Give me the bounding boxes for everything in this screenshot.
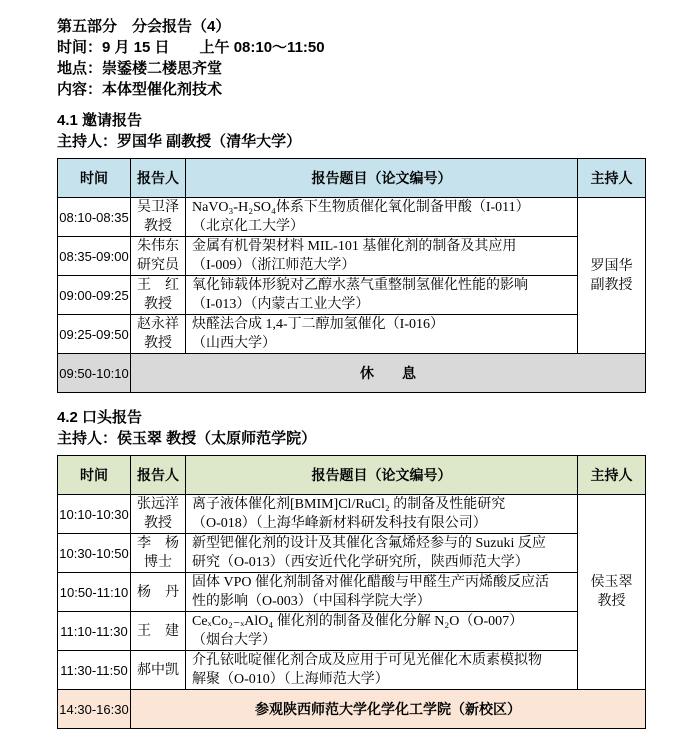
column-header: 报告人 — [131, 159, 186, 198]
table-row — [58, 651, 646, 690]
presenter-cell — [131, 651, 186, 690]
text-line: 金属有机骨架材料 MIL-101 基催化剂的制备及其应用 — [192, 239, 517, 254]
text-line: （山西大学） — [192, 336, 276, 351]
text-line: CeₓCo₂₋ₓAlO₄ 催化剂的制备及催化分解 N₂O（O-007） — [192, 614, 524, 629]
talk-title-cell — [186, 495, 578, 534]
presenter-cell — [131, 276, 186, 315]
visit-cell: 参观陕西师范大学化学化工学院（新校区） — [131, 690, 646, 729]
text-line: 郝中凯 — [137, 662, 179, 678]
session-location-line: 地点：崇鋈楼二楼思齐堂 — [57, 60, 223, 77]
text-line: 王 红 — [137, 278, 179, 293]
session-time-cell: 08:35-09:00 — [58, 237, 131, 276]
session-time-cell: 10:10-10:30 — [58, 495, 131, 534]
presenter-cell — [131, 612, 186, 651]
talk-title-cell — [186, 198, 578, 237]
table-row — [58, 237, 646, 276]
presenter-cell — [131, 495, 186, 534]
text-line: 离子液体催化剂[BMIM]Cl/RuCl₂ 的制备及性能研究 — [192, 497, 506, 512]
column-header: 报告题目（论文编号） — [186, 159, 578, 198]
header-row — [58, 456, 646, 495]
text-line: 固体 VPO 催化剂制备对催化醋酸与甲醛生产丙烯酸反应活 — [192, 575, 550, 590]
text-line: 研究员 — [137, 258, 179, 273]
presenter-cell — [131, 198, 186, 237]
section-oral-talks — [57, 407, 700, 729]
table-row — [58, 612, 646, 651]
table-row — [58, 276, 646, 315]
text-line: 朱伟东 — [137, 239, 179, 254]
presenter-cell — [131, 534, 186, 573]
session-time-line: 时间：9 月 15 日 上午 08:10～11:50 — [57, 39, 325, 56]
document-header — [57, 16, 700, 100]
session-time-cell: 10:30-10:50 — [58, 534, 131, 573]
part-title: 第五部分 分会报告（4） — [57, 18, 231, 35]
oral-talks-table — [57, 455, 646, 729]
header-row — [58, 159, 646, 198]
column-header: 时间 — [58, 456, 131, 495]
text-line: 博士 — [144, 555, 172, 570]
column-header: 主持人 — [578, 456, 646, 495]
column-header: 报告人 — [131, 456, 186, 495]
table-row — [58, 495, 646, 534]
text-line: （I-013）（内蒙古工业大学） — [192, 297, 370, 312]
table-head — [58, 159, 646, 198]
text-line: NaVO₃-H₂SO₄体系下生物质催化氧化制备甲酸（I-011） — [192, 200, 530, 215]
section-chair-line-oral: 主持人：侯玉翠 教授（太原师范学院） — [57, 430, 317, 447]
text-line: 教授 — [144, 336, 172, 351]
talk-title-cell — [186, 573, 578, 612]
table-row — [58, 534, 646, 573]
text-line: （O-018）（上海华峰新材料研发科技有限公司） — [192, 516, 487, 531]
text-line: 杨 丹 — [137, 584, 179, 600]
talk-title-cell — [186, 534, 578, 573]
presenter-cell — [131, 315, 186, 354]
table-row — [58, 690, 646, 729]
text-line: 研究（O-013）（西安近代化学研究所，陕西师范大学） — [192, 555, 529, 570]
text-line: 赵永祥 — [137, 317, 179, 332]
text-line: 新型钯催化剂的设计及其催化含氟烯烃参与的 Suzuki 反应 — [192, 536, 546, 551]
session-time-cell: 11:10-11:30 — [58, 612, 131, 651]
section-invited-talks — [57, 110, 700, 393]
table-row — [58, 354, 646, 393]
session-topic-line: 内容：本体型催化剂技术 — [57, 81, 223, 98]
text-line: （I-009）（浙江师范大学） — [192, 258, 356, 273]
session-time-cell: 10:50-11:10 — [58, 573, 131, 612]
talk-title-cell — [186, 237, 578, 276]
text-line: （北京化工大学） — [192, 219, 304, 234]
text-line: 炔醛法合成 1,4-丁二醇加氢催化（I-016） — [192, 317, 444, 332]
text-line: 王 建 — [137, 623, 179, 639]
text-line: 性的影响（O-003）（中国科学院大学） — [192, 594, 431, 609]
presenter-cell — [131, 573, 186, 612]
text-line: 副教授 — [590, 277, 633, 293]
break-cell: 休 息 — [131, 354, 646, 393]
table-body — [58, 198, 646, 393]
talk-title-cell — [186, 276, 578, 315]
invited-talks-table — [57, 158, 646, 393]
session-time-cell: 09:00-09:25 — [58, 276, 131, 315]
column-header: 主持人 — [578, 159, 646, 198]
session-time-cell: 11:30-11:50 — [58, 651, 131, 690]
text-line: 侯玉翠 — [590, 575, 633, 590]
table-row — [58, 315, 646, 354]
chair-cell — [578, 198, 646, 354]
chair-cell — [578, 495, 646, 690]
column-header: 报告题目（论文编号） — [186, 456, 578, 495]
text-line: 教授 — [144, 297, 172, 312]
text-line: 教授 — [597, 594, 626, 609]
presenter-cell — [131, 237, 186, 276]
section-chair-line-invited: 主持人：罗国华 副教授（清华大学） — [57, 133, 302, 150]
talk-title-cell — [186, 612, 578, 651]
table-body — [58, 495, 646, 729]
session-time-cell: 14:30-16:30 — [58, 690, 131, 729]
text-line: 吴卫泽 — [137, 200, 179, 215]
text-line: 教授 — [144, 516, 172, 531]
text-line: 教授 — [144, 219, 172, 234]
text-line: 李 杨 — [137, 536, 179, 551]
table-row — [58, 573, 646, 612]
table-head — [58, 456, 646, 495]
text-line: 张远洋 — [137, 497, 179, 512]
talk-title-cell — [186, 315, 578, 354]
session-time-cell: 08:10-08:35 — [58, 198, 131, 237]
text-line: 介孔铱吡啶催化剂合成及应用于可见光催化木质素模拟物 — [192, 653, 542, 668]
talk-title-cell — [186, 651, 578, 690]
text-line: 氧化铈载体形貌对乙醇水蒸气重整制氢催化性能的影响 — [192, 278, 528, 293]
section-heading-invited: 4.1 邀请报告 — [57, 112, 143, 129]
column-header: 时间 — [58, 159, 131, 198]
text-line: （烟台大学） — [192, 633, 276, 648]
session-time-cell: 09:25-09:50 — [58, 315, 131, 354]
section-heading-oral: 4.2 口头报告 — [57, 409, 143, 426]
text-line: 罗国华 — [590, 258, 633, 274]
session-time-cell: 09:50-10:10 — [58, 354, 131, 393]
table-row — [58, 198, 646, 237]
text-line: 解聚（O-010）（上海师范大学） — [192, 672, 389, 687]
